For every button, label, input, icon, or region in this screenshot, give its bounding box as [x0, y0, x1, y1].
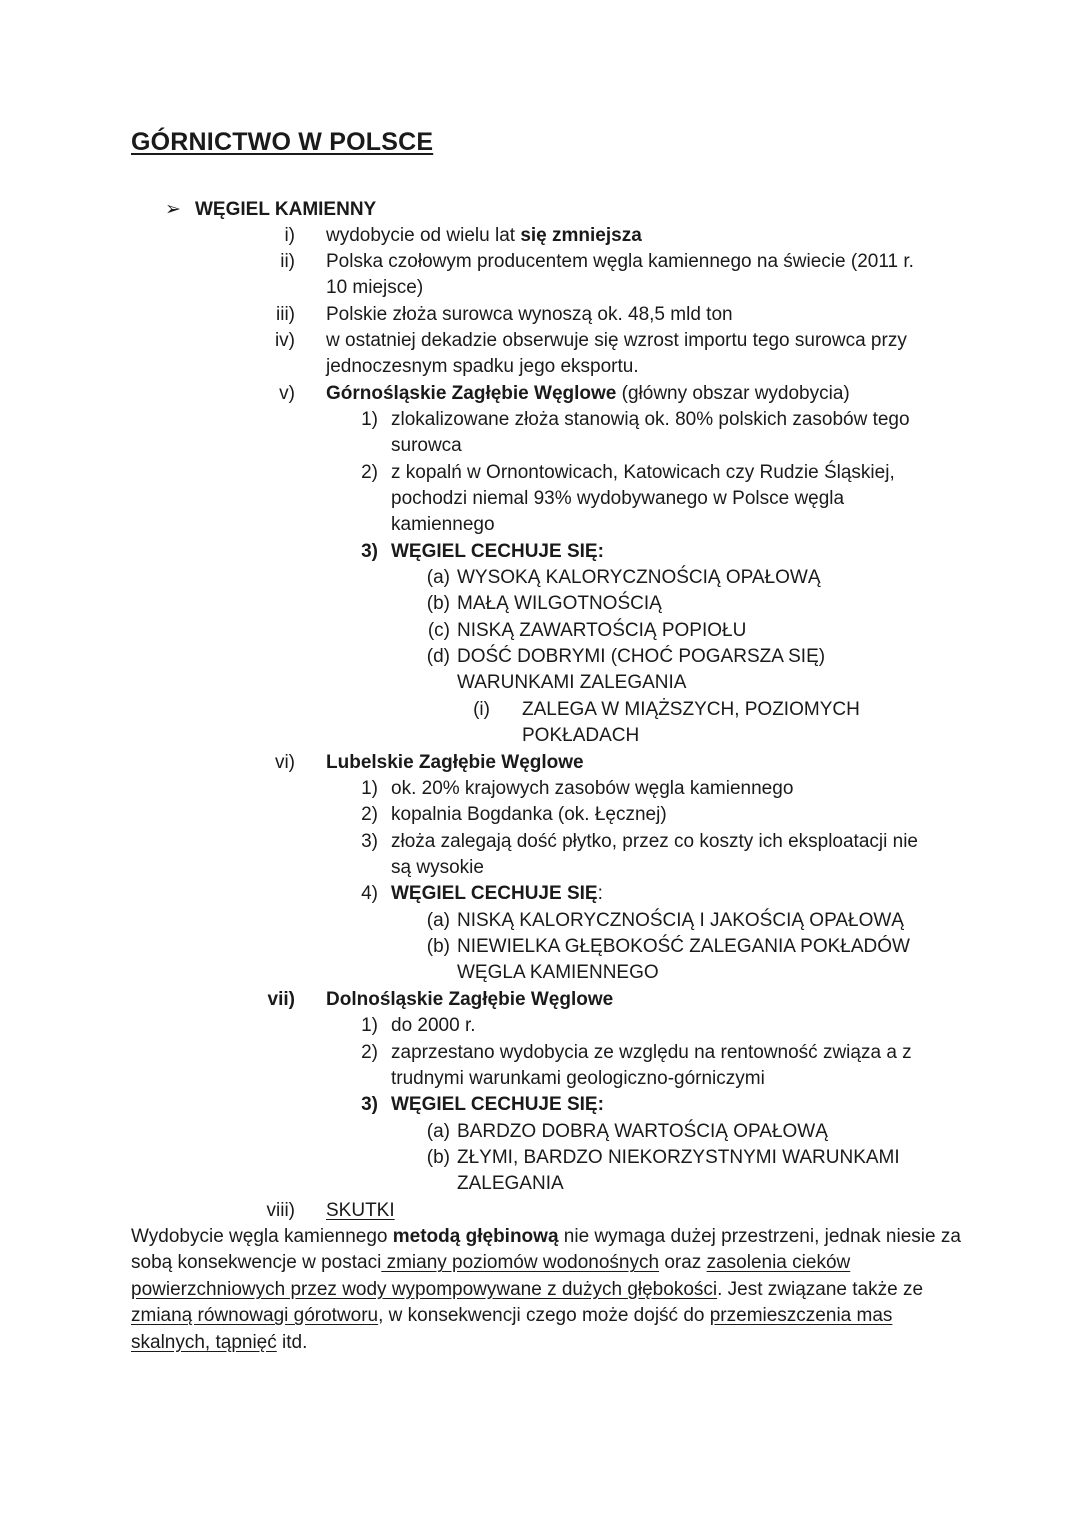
subitem: ok. 20% krajowych zasobów węgla kamiennego	[391, 778, 794, 799]
letter-number: (a)	[426, 910, 450, 931]
subitem-number: 3)	[361, 831, 378, 852]
subitem: zlokalizowane złoża stanowią ok. 80% polskich zasobów tego	[391, 409, 910, 430]
list-item: wydobycie od wielu lat się zmniejsza	[326, 225, 642, 246]
letter-item: WYSOKĄ KALORYCZNOŚCIĄ OPAŁOWĄ	[457, 567, 821, 588]
roman-sub-item: ZALEGA W MIĄŻSZYCH, POZIOMYCH	[522, 699, 860, 720]
subitem: zaprzestano wydobycia ze względu na rentowność związa a z	[391, 1042, 912, 1063]
subitem: WĘGIEL CECHUJE SIĘ:	[391, 883, 603, 904]
letter-number: (c)	[427, 620, 450, 641]
letter-number: (a)	[426, 567, 450, 588]
arrow-bullet-icon: ➢	[165, 199, 181, 220]
item-number: vi)	[274, 752, 295, 773]
item-number: viii)	[266, 1200, 295, 1221]
list-item-continued: jednoczesnym spadku jego eksportu.	[326, 356, 639, 377]
list-item: w ostatniej dekadzie obserwuje się wzrost importu tego surowca przy	[326, 330, 907, 351]
subitem-number: 2)	[361, 1042, 378, 1063]
subitem-continued: są wysokie	[391, 857, 484, 878]
subitem: z kopalń w Ornontowicach, Katowicach czy Rudzie Śląskiej,	[391, 462, 895, 483]
letter-number: (a)	[426, 1121, 450, 1142]
subitem-continued: pochodzi niemal 93% wydobywanego w Polsce węgla	[391, 488, 845, 509]
subitem-number: 4)	[361, 883, 378, 904]
list-item: Polska czołowym producentem węgla kamiennego na świecie (2011 r.	[326, 251, 914, 272]
roman-sub-number: (i)	[473, 699, 490, 720]
subitem-continued: surowca	[391, 435, 462, 456]
letter-number: (b)	[426, 936, 450, 957]
subitem-continued: trudnymi warunkami geologiczno-górniczymi	[391, 1068, 765, 1089]
subitem: WĘGIEL CECHUJE SIĘ:	[391, 1094, 604, 1115]
subitem-number: 3)	[361, 541, 378, 562]
letter-item: MAŁĄ WILGOTNOŚCIĄ	[457, 593, 662, 614]
subitem-number: 1)	[361, 778, 378, 799]
letter-item: ZŁYMI, BARDZO NIEKORZYSTNYMI WARUNKAMI	[457, 1147, 900, 1168]
subitem-number: 3)	[361, 1094, 378, 1115]
subitem-continued: kamiennego	[391, 514, 495, 535]
skutki-heading: SKUTKI	[326, 1200, 395, 1221]
letter-item: NISKĄ ZAWARTOŚCIĄ POPIOŁU	[457, 620, 747, 641]
letter-item-continued: ZALEGANIA	[457, 1173, 564, 1194]
roman-sub-item-continued: POKŁADACH	[522, 725, 640, 746]
letter-item-continued: WARUNKAMI ZALEGANIA	[457, 672, 687, 693]
letter-item: NISKĄ KALORYCZNOŚCIĄ I JAKOŚCIĄ OPAŁOWĄ	[457, 910, 904, 931]
item-number: i)	[284, 225, 295, 246]
letter-number: (d)	[426, 646, 450, 667]
list-item-lzw: Lubelskie Zagłębie Węglowe	[326, 752, 584, 773]
letter-item: NIEWIELKA GŁĘBOKOŚĆ ZALEGANIA POKŁADÓW	[457, 936, 910, 957]
list-item-dzw: Dolnośląskie Zagłębie Węglowe	[326, 989, 614, 1010]
list-item-gzw: Górnośląskie Zagłębie Węglowe (główny obszar wydobycia)	[326, 383, 850, 404]
item-number: iii)	[276, 304, 295, 325]
list-item: Polskie złoża surowca wynoszą ok. 48,5 mld ton	[326, 304, 733, 325]
subitem-number: 1)	[361, 1015, 378, 1036]
subitem: do 2000 r.	[391, 1015, 476, 1036]
item-number: vii)	[267, 989, 295, 1010]
letter-item: DOŚĆ DOBRYMI (CHOĆ POGARSZA SIĘ)	[457, 646, 826, 667]
page-title: GÓRNICTWO W POLSCE	[131, 128, 434, 156]
subitem: kopalnia Bogdanka (ok. Łęcznej)	[391, 804, 667, 825]
subitem-number: 2)	[361, 462, 378, 483]
item-number: v)	[279, 383, 295, 404]
subitem: WĘGIEL CECHUJE SIĘ:	[391, 541, 604, 562]
item-number: ii)	[280, 251, 295, 272]
subitem-number: 1)	[361, 409, 378, 430]
letter-number: (b)	[426, 593, 450, 614]
letter-item-continued: WĘGLA KAMIENNEGO	[457, 962, 659, 983]
item-number: iv)	[274, 330, 295, 351]
section-heading-text: WĘGIEL KAMIENNY	[195, 199, 377, 220]
letter-item: BARDZO DOBRĄ WARTOŚCIĄ OPAŁOWĄ	[457, 1121, 828, 1142]
subitem: złoża zalegają dość płytko, przez co koszty ich eksploatacji nie	[391, 831, 918, 852]
subitem-number: 2)	[361, 804, 378, 825]
letter-number: (b)	[426, 1147, 450, 1168]
summary-paragraph: Wydobycie węgla kamiennego metodą głębinową nie wymaga dużej przestrzeni, jednak niesie za sobą konsekwencje w postaci zmiany poziomów wodonośnych oraz zasolenia cieków powierzchniowych przez wody wypompowywane z dużych głębokości. Jest związane także ze zmianą równowagi górotworu, w konsekwencji czego może dojść do przemieszczenia mas skalnych, tąpnięć itd.	[131, 1226, 961, 1353]
section-heading	[165, 198, 376, 221]
list-item-continued: 10 miejsce)	[326, 277, 424, 298]
